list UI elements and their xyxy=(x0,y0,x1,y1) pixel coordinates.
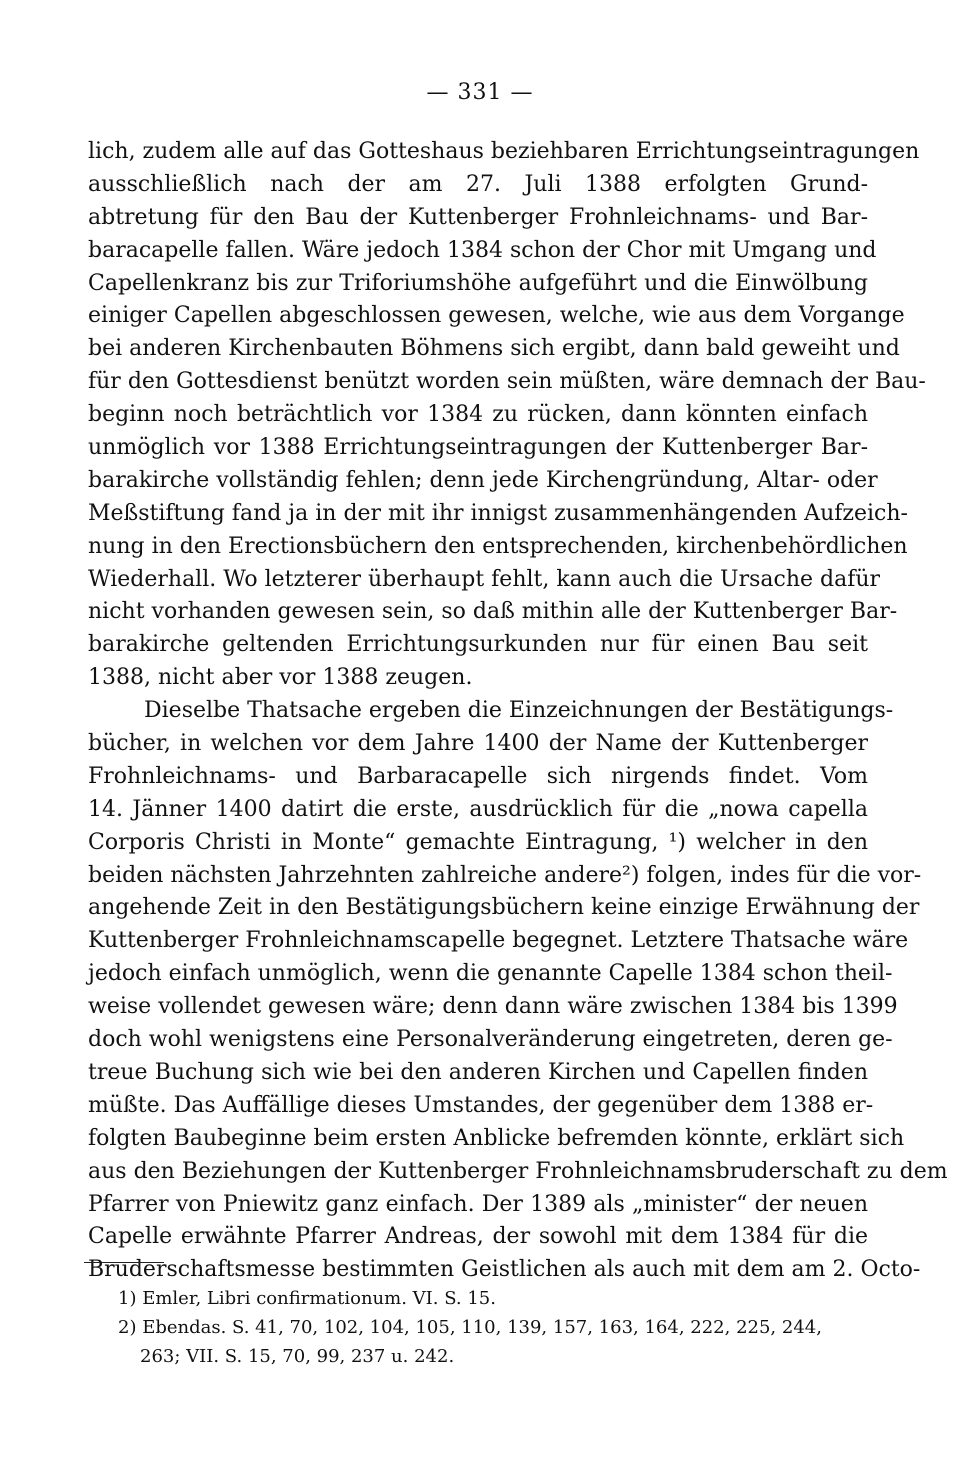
text-line: aus den Beziehungen der Kuttenberger Frohnleichnamsbruderschaft zu dem xyxy=(88,1158,948,1184)
footnote-line: 2) Ebendas. S. 41, 70, 102, 104, 105, 110, 139, 157, 163, 164, 222, 225, 244, xyxy=(118,1317,822,1338)
body-text xyxy=(88,136,948,1287)
text-line: jedoch einfach unmöglich, wenn die genannte Capelle 1384 schon theil- xyxy=(88,961,893,987)
text-line: Kuttenberger Frohnleichnamscapelle begegnet. Letztere Thatsache wäre xyxy=(88,928,909,954)
text-line: Dieselbe Thatsache ergeben die Einzeichnungen der Bestätigungs- xyxy=(144,698,894,724)
text-line: nung in den Erectionsbüchern den entsprechenden, kirchenbehördlichen xyxy=(88,533,908,559)
text-line: Frohnleichnams- und Barbaracapelle sich nirgends findet. Vom xyxy=(88,763,868,789)
text-line: abtretung für den Bau der Kuttenberger Frohnleichnams- und Bar- xyxy=(88,204,868,230)
text-line: beiden nächsten Jahrzehnten zahlreiche andere²) folgen, indes für die vor- xyxy=(88,862,922,888)
text-line: treue Buchung sich wie bei den anderen Kirchen und Capellen finden xyxy=(88,1059,868,1085)
text-line: barakirche geltenden Errichtungsurkunden nur für einen Bau seit xyxy=(88,632,868,658)
text-line: für den Gottesdienst benützt worden sein müßten, wäre demnach der Bau- xyxy=(88,369,926,395)
text-line: Capellenkranz bis zur Triforiumshöhe aufgeführt und die Einwölbung xyxy=(88,270,868,296)
text-line: beginn noch beträchtlich vor 1384 zu rücken, dann könnten einfach xyxy=(88,402,868,428)
text-line: einiger Capellen abgeschlossen gewesen, welche, wie aus dem Vorgange xyxy=(88,303,905,329)
text-line: 1388, nicht aber vor 1388 zeugen. xyxy=(88,665,473,691)
footnotes xyxy=(118,1284,858,1371)
text-line: barakirche vollständig fehlen; denn jede Kirchengründung, Altar- oder xyxy=(88,467,878,493)
text-line: Corporis Christi in Monte“ gemachte Eintragung, ¹) welcher in den xyxy=(88,829,868,855)
text-line: angehende Zeit in den Bestätigungsbüchern keine einzige Erwähnung der xyxy=(88,895,920,921)
text-line: 14. Jänner 1400 datirt die erste, ausdrücklich für die „nowa capella xyxy=(88,796,868,822)
text-line: doch wohl wenigstens eine Personalveränderung eingetreten, deren ge- xyxy=(88,1027,893,1053)
text-line: nicht vorhanden gewesen sein, so daß mithin alle der Kuttenberger Bar- xyxy=(88,599,898,625)
text-line: unmöglich vor 1388 Errichtungseintragungen der Kuttenberger Bar- xyxy=(88,435,868,461)
text-line: Wiederhall. Wo letzterer überhaupt fehlt, kann auch die Ursache dafür xyxy=(88,566,881,592)
text-line: weise vollendet gewesen wäre; denn dann wäre zwischen 1384 bis 1399 xyxy=(88,994,898,1020)
text-line: bei anderen Kirchenbauten Böhmens sich ergibt, dann bald geweiht und xyxy=(88,336,900,362)
text-line: ausschließlich nach der am 27. Juli 1388 erfolgten Grund- xyxy=(88,171,868,197)
footnote-divider xyxy=(84,1262,164,1263)
page-number: — 331 — xyxy=(426,80,534,105)
text-line: Bruderschaftsmesse bestimmten Geistlichen als auch mit dem am 2. Octo- xyxy=(88,1257,921,1283)
text-line: lich, zudem alle auf das Gotteshaus beziehbaren Errichtungseintragungen xyxy=(88,139,920,164)
text-line: müßte. Das Auffällige dieses Umstandes, der gegenüber dem 1388 er- xyxy=(88,1092,874,1118)
footnote-line: 263; VII. S. 15, 70, 99, 237 u. 242. xyxy=(140,1346,455,1367)
text-line: Meßstiftung fand ja in der mit ihr innigst zusammenhängenden Aufzeich- xyxy=(88,500,908,526)
text-line: bücher, in welchen vor dem Jahre 1400 der Name der Kuttenberger xyxy=(88,731,868,757)
text-line: folgten Baubeginne beim ersten Anblicke befremden könnte, erklärt sich xyxy=(88,1125,905,1151)
text-line: Pfarrer von Pniewitz ganz einfach. Der 1389 als „minister“ der neuen xyxy=(88,1191,868,1217)
footnote-line: 1) Emler, Libri confirmationum. VI. S. 15. xyxy=(118,1288,496,1309)
text-line: baracapelle fallen. Wäre jedoch 1384 schon der Chor mit Umgang und xyxy=(88,237,877,263)
text-line: Capelle erwähnte Pfarrer Andreas, der sowohl mit dem 1384 für die xyxy=(88,1224,868,1250)
